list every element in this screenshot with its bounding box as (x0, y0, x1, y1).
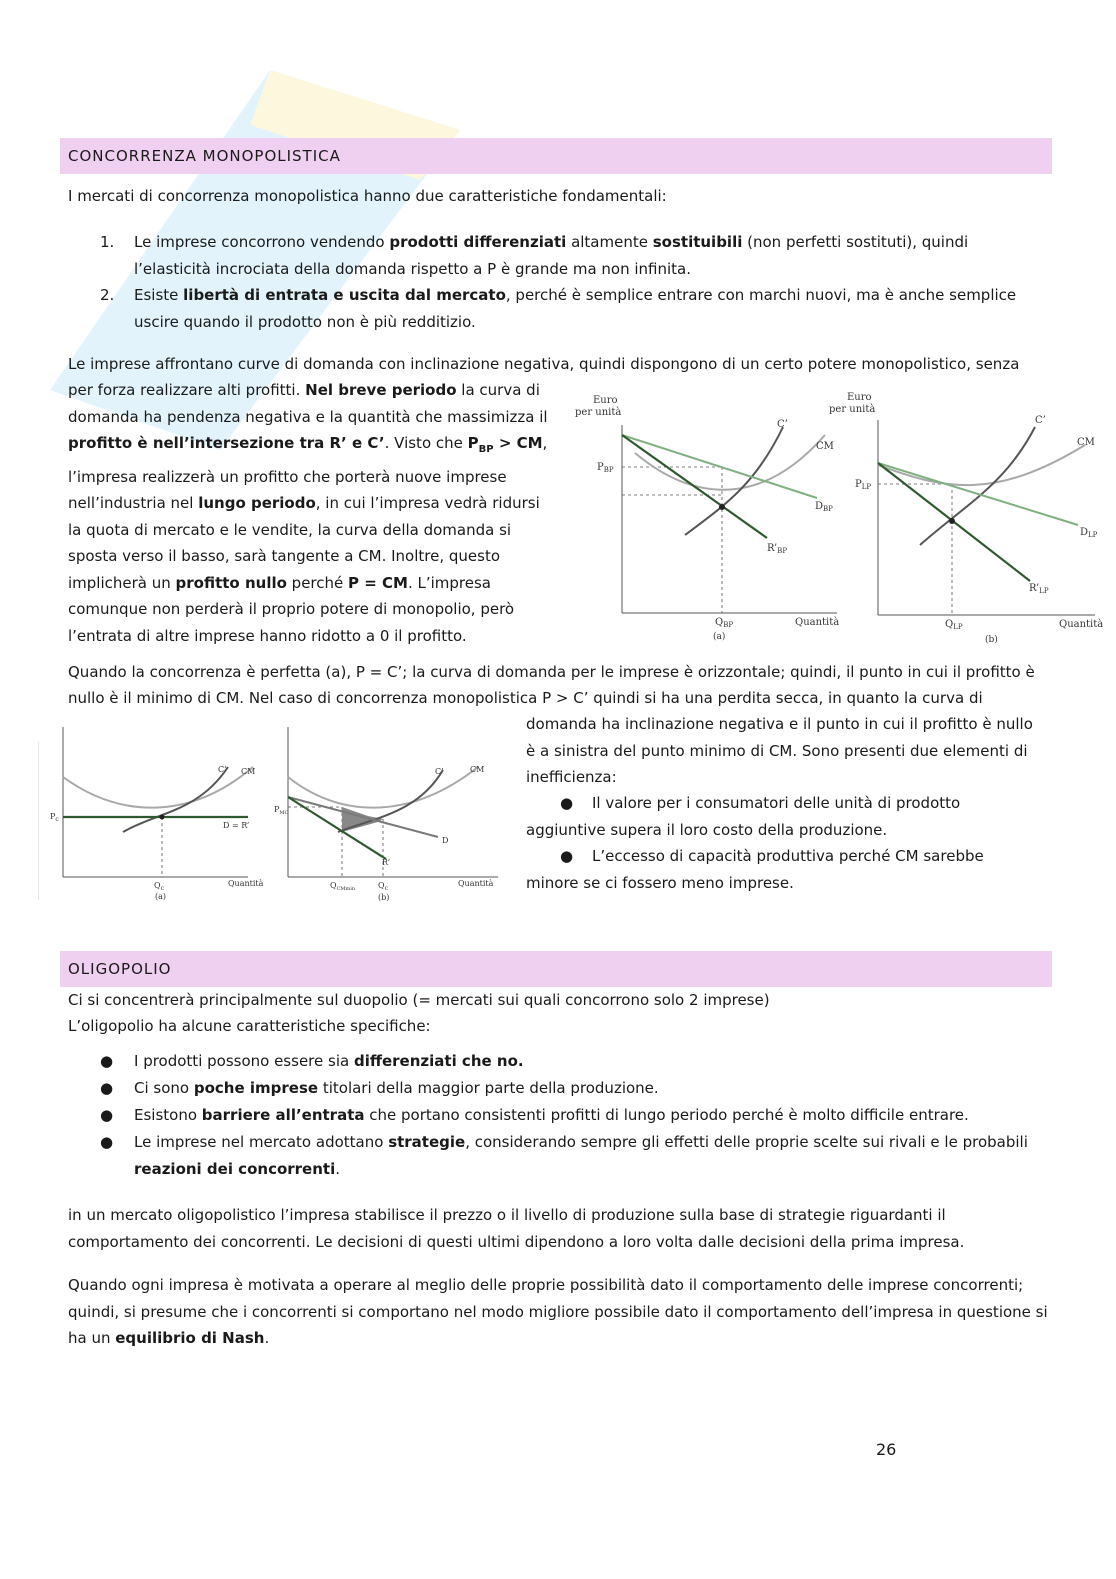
heading-text: OLIGOPOLIO (68, 960, 172, 978)
bullet-icon: ● (100, 1106, 114, 1124)
a2-q-label: $Q_c$ (154, 881, 164, 892)
b-ylabel: Euro (847, 392, 872, 403)
b2-demand-line (288, 797, 438, 837)
a-ylabel: Euro (593, 395, 618, 406)
a-price-label: $P_{BP}$ (597, 462, 614, 474)
a-r-label: $R’_{BP}$ (767, 543, 788, 555)
paragraph-inefficiency: domanda ha inclinazione negativa e il punto in cui il profitto è nullo è a sinistra del punto minimo di CM. Sono presenti due elementi di inefficienza: (526, 715, 1033, 786)
paragraph-perfect-line1: Quando la concorrenza è perfetta (a), P = C’; la curva di domanda per le imprese è orizzontale; quindi, il punto in cui il profitto è (68, 663, 1035, 681)
b2-q1-label: $Q_{CMmin}$ (330, 881, 356, 892)
list-item: 2. Esiste libertà di entrata e uscita dal mercato, perché è semplice entrare con marchi nuovi, ma è anche semplice uscire quando il prodotto non è più redditizio. (100, 286, 1017, 331)
a2-cm-label: CM (241, 767, 256, 776)
section-heading-oligopoly (60, 951, 1052, 987)
list-item: ● L’eccesso di capacità produttiva perché CM sarebbe minore se ci fossero meno imprese. (526, 843, 996, 896)
b-cm-curve (878, 445, 1085, 485)
list-item: ● Il valore per i consumatori delle unità di prodotto aggiuntive supera il loro costo della produzione. (526, 790, 996, 843)
inefficiency-list (526, 790, 996, 896)
figure-short-long-run (565, 385, 1110, 650)
b2-cprime-label: C’ (435, 767, 444, 776)
a2-cprime-label: C’ (218, 765, 227, 774)
a2-xlabel: Quantità (228, 879, 264, 888)
b-d-label: $D_{LP}$ (1080, 527, 1098, 539)
b2-caption: (b) (378, 893, 390, 902)
b-ylabel2: per unità (829, 404, 876, 415)
bullet-icon: ● (100, 1133, 114, 1151)
oligopoly-line2: L’oligopolio ha alcune caratteristiche specifiche: (68, 1017, 431, 1035)
oligopoly-paragraph-2: Quando ogni impresa è motivata a operare al meglio delle proprie possibilità dato il comportamento delle imprese concorrenti; quindi, si presume che i concorrenti si comportano nel modo migliore possibile dato il comportamento dell’impresa in questione si ha un equilibrio di Nash. (68, 1276, 1048, 1347)
panel-b-long-run (829, 392, 1103, 645)
paragraph-demand-line1: Le imprese affrontano curve di domanda con inclinazione negativa, quindi dispongono di un certo potere monopolistico, senza (68, 355, 1020, 373)
a2-caption: (a) (155, 892, 167, 901)
list-item: ● Ci sono poche imprese titolari della maggior parte della produzione. (68, 1075, 1048, 1102)
a-mc-curve (685, 427, 783, 535)
b-q-label: $Q_{LP}$ (945, 619, 963, 631)
oligopoly-line1: Ci si concentrerà principalmente sul duopolio (= mercati sui quali concorrono solo 2 imprese) (68, 991, 770, 1009)
list-item: 1. Le imprese concorrono vendendo prodotti differenziati altamente sostituibili (non perfetti sostituti), quindi l’elasticità incrociata della domanda rispetto a P è grande ma non infinita. (100, 233, 969, 278)
a-ylabel2: per unità (575, 407, 622, 418)
b2-r-label: R’ (382, 858, 391, 867)
b2-cm-curve (288, 767, 478, 808)
a-cprime-label: C’ (777, 419, 788, 430)
a-q-label: $Q_{BP}$ (715, 617, 734, 629)
panel-b-monopolistic (274, 727, 498, 902)
b2-cm-label: CM (470, 765, 485, 774)
bullet-icon: ● (560, 794, 574, 812)
panel-a-short-run (575, 395, 839, 642)
b-demand-line (878, 463, 1078, 525)
paragraph-perfect-line2: nullo è il minimo di CM. Nel caso di concorrenza monopolistica P > C’ quindi si ha una perdita secca, in quanto la curva di (68, 689, 983, 707)
b-cm-label: CM (1077, 437, 1095, 448)
a-caption: (a) (713, 632, 726, 642)
figure-perfect-vs-monopolistic (38, 722, 508, 907)
a2-price-label: $P_c$ (50, 812, 59, 823)
a-xlabel: Quantità (795, 617, 840, 628)
list-item: ● Esistono barriere all’entrata che portano consistenti profitti di lungo periodo perché è molto difficile entrare. (68, 1102, 1048, 1129)
characteristics-list (68, 229, 1048, 335)
a2-d-label: D = R’ (223, 821, 250, 830)
list-item: ● Le imprese nel mercato adottano strategie, considerando sempre gli effetti delle proprie scelte sui rivali e le probabili reazioni dei concorrenti. (68, 1129, 1048, 1183)
b-mc-curve (920, 427, 1035, 545)
bullet-icon: ● (100, 1079, 114, 1097)
b-r-label: $R’_{LP}$ (1029, 583, 1049, 595)
a-cm-curve (635, 435, 825, 490)
a2-mc-curve (123, 767, 228, 832)
b2-price-label: $P_{MC}$ (274, 805, 289, 816)
section-heading-monopolistic (60, 138, 1052, 174)
b-xlabel: Quantità (1059, 619, 1104, 630)
b-price-label: $P_{LP}$ (855, 479, 872, 491)
b2-mr-line (288, 797, 386, 859)
a-cm-label: CM (816, 441, 834, 452)
list-item: ● I prodotti possono essere sia differenziati che no. (68, 1048, 1048, 1075)
b-caption: (b) (985, 635, 998, 645)
oligopoly-list (68, 1048, 1048, 1183)
paragraph-demand: per forza realizzare alti profitti. Nel breve periodo la curva di domanda ha pendenza negativa e la quantità che massimizza il profitto è nell’intersezione tra R’ e C’. Visto che $P_{BP}$ > CM, l’impresa realizzerà un profitto che porterà nuove imprese nell’industria nel lungo periodo, in cui l’impresa vedrà ridursi la quota di mercato e le vendite, la curva della domanda si sposta verso il basso, sarà tangente a CM. Inoltre, questo implicherà un profitto nullo perché P = CM. L’impresa comunque non perderà il proprio potere di monopolio, però l’entrata di altre imprese hanno ridotto a 0 il profitto. (68, 381, 548, 645)
intro-paragraph: I mercati di concorrenza monopolistica hanno due caratteristiche fondamentali: (68, 187, 667, 205)
b2-d-label: D (442, 836, 449, 845)
page-number: 26 (876, 1440, 897, 1459)
b2-xlabel: Quantità (458, 879, 494, 888)
b2-q2-label: $Q_c$ (378, 881, 388, 892)
oligopoly-paragraph-1: in un mercato oligopolistico l’impresa stabilisce il prezzo o il livello di produzione sulla base di strategie riguardanti il comportamento dei concorrenti. Le decisioni di questi ultimi dipendono a loro volta dalle decisioni della prima impresa. (68, 1206, 965, 1251)
heading-text: CONCORRENZA MONOPOLISTICA (68, 147, 341, 165)
bullet-icon: ● (560, 847, 574, 865)
panel-a-perfect (50, 727, 264, 901)
a-d-label: $D_{BP}$ (815, 501, 833, 513)
b-cprime-label: C’ (1035, 415, 1046, 426)
bullet-icon: ● (100, 1052, 114, 1070)
